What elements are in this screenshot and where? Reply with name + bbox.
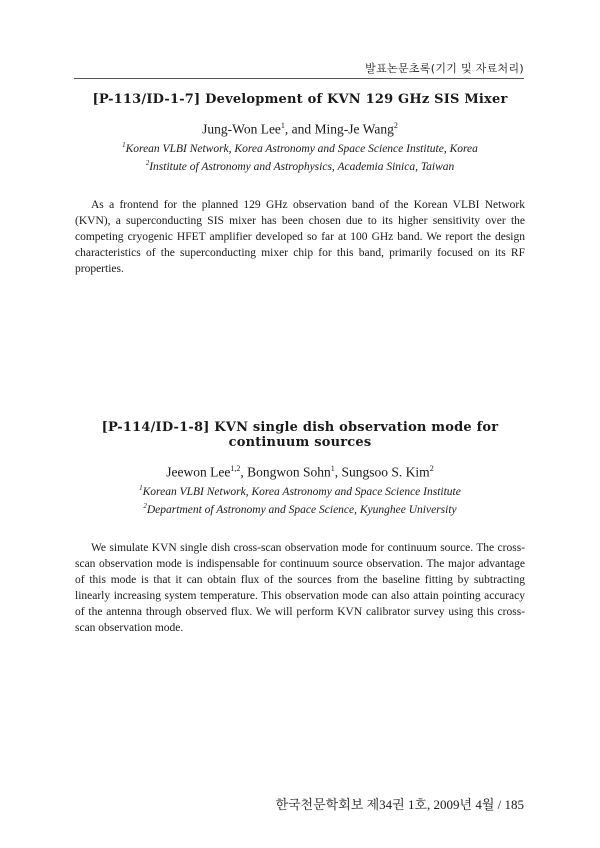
affiliation-mark: 1 <box>139 483 143 492</box>
author-list <box>75 464 525 481</box>
affiliation <box>75 481 525 500</box>
header-rule <box>74 78 524 79</box>
affiliation-text: Korean VLBI Network, Korea Astronomy and Space Science Institute <box>142 485 461 498</box>
author-name: Jeewon Lee <box>166 464 231 480</box>
author-affil-mark: 2 <box>429 464 434 473</box>
affiliation-mark: 2 <box>143 502 147 511</box>
author-name: Sungsoo S. Kim <box>341 464 430 480</box>
author-name: Jung-Won Lee <box>202 121 281 137</box>
affiliation-mark: 1 <box>122 140 126 149</box>
author-separator: , <box>334 464 342 480</box>
affiliation <box>75 156 525 175</box>
author-separator: , and <box>284 121 315 137</box>
author-list <box>75 121 525 138</box>
affiliation-text: Institute of Astronomy and Astrophysics, Academia Sinica, Taiwan <box>149 161 455 174</box>
abstract-p114 <box>75 420 525 648</box>
affiliation <box>75 499 525 518</box>
abstract-body: As a frontend for the planned 129 GHz observation band of the Korean VLBI Network (KVN), a superconducting SIS mixer has been chosen due to its higher sensitivity over the competing cryogenic HFET amplifier developed so far at 100 GHz band. We report the design characteristics of the superconducting mixer chip for this band, primarily focused on its RF properties. <box>75 199 525 276</box>
author-separator: , <box>240 464 248 480</box>
abstract-title: [P-114/ID-1-8] KVN single dish observation mode for continuum sources <box>101 420 499 450</box>
affiliation <box>75 138 525 157</box>
affiliation-text: Department of Astronomy and Space Science, Kyunghee University <box>146 504 457 517</box>
author-affil-mark: 1 <box>280 121 285 130</box>
affiliation-text: Korean VLBI Network, Korea Astronomy and Space Science Institute, Korea <box>125 142 478 155</box>
abstract-body: We simulate KVN single dish cross-scan observation mode for continuum source. The cross-scan observation mode is indispensable for continuum source observation. The major advantage of this mode is that it can obtain flux of the sources from the baseline fitting by subtracting linearly increasing system temperature. This observation mode can also attain pointing accuracy of the antenna through observed flux. We will perform KVN calibrator survey using this cross-scan observation mode. <box>75 542 525 635</box>
abstract-title: [P-113/ID-1-7] Development of KVN 129 GHz SIS Mixer <box>92 92 508 107</box>
author-name: Ming-Je Wang <box>314 121 394 137</box>
affiliation-mark: 2 <box>145 159 150 168</box>
author-name: Bongwon Sohn <box>247 464 331 480</box>
running-header: 발표논문초록(기기 및 자료처리) <box>365 62 524 75</box>
abstract-p113 <box>75 92 525 289</box>
page-footer-citation: 한국천문학회보 제34권 1호, 2009년 4월 / 185 <box>275 797 524 812</box>
author-affil-mark: 1 <box>330 464 335 473</box>
author-affil-mark: 2 <box>393 121 398 130</box>
author-affil-mark: 1,2 <box>230 464 241 473</box>
